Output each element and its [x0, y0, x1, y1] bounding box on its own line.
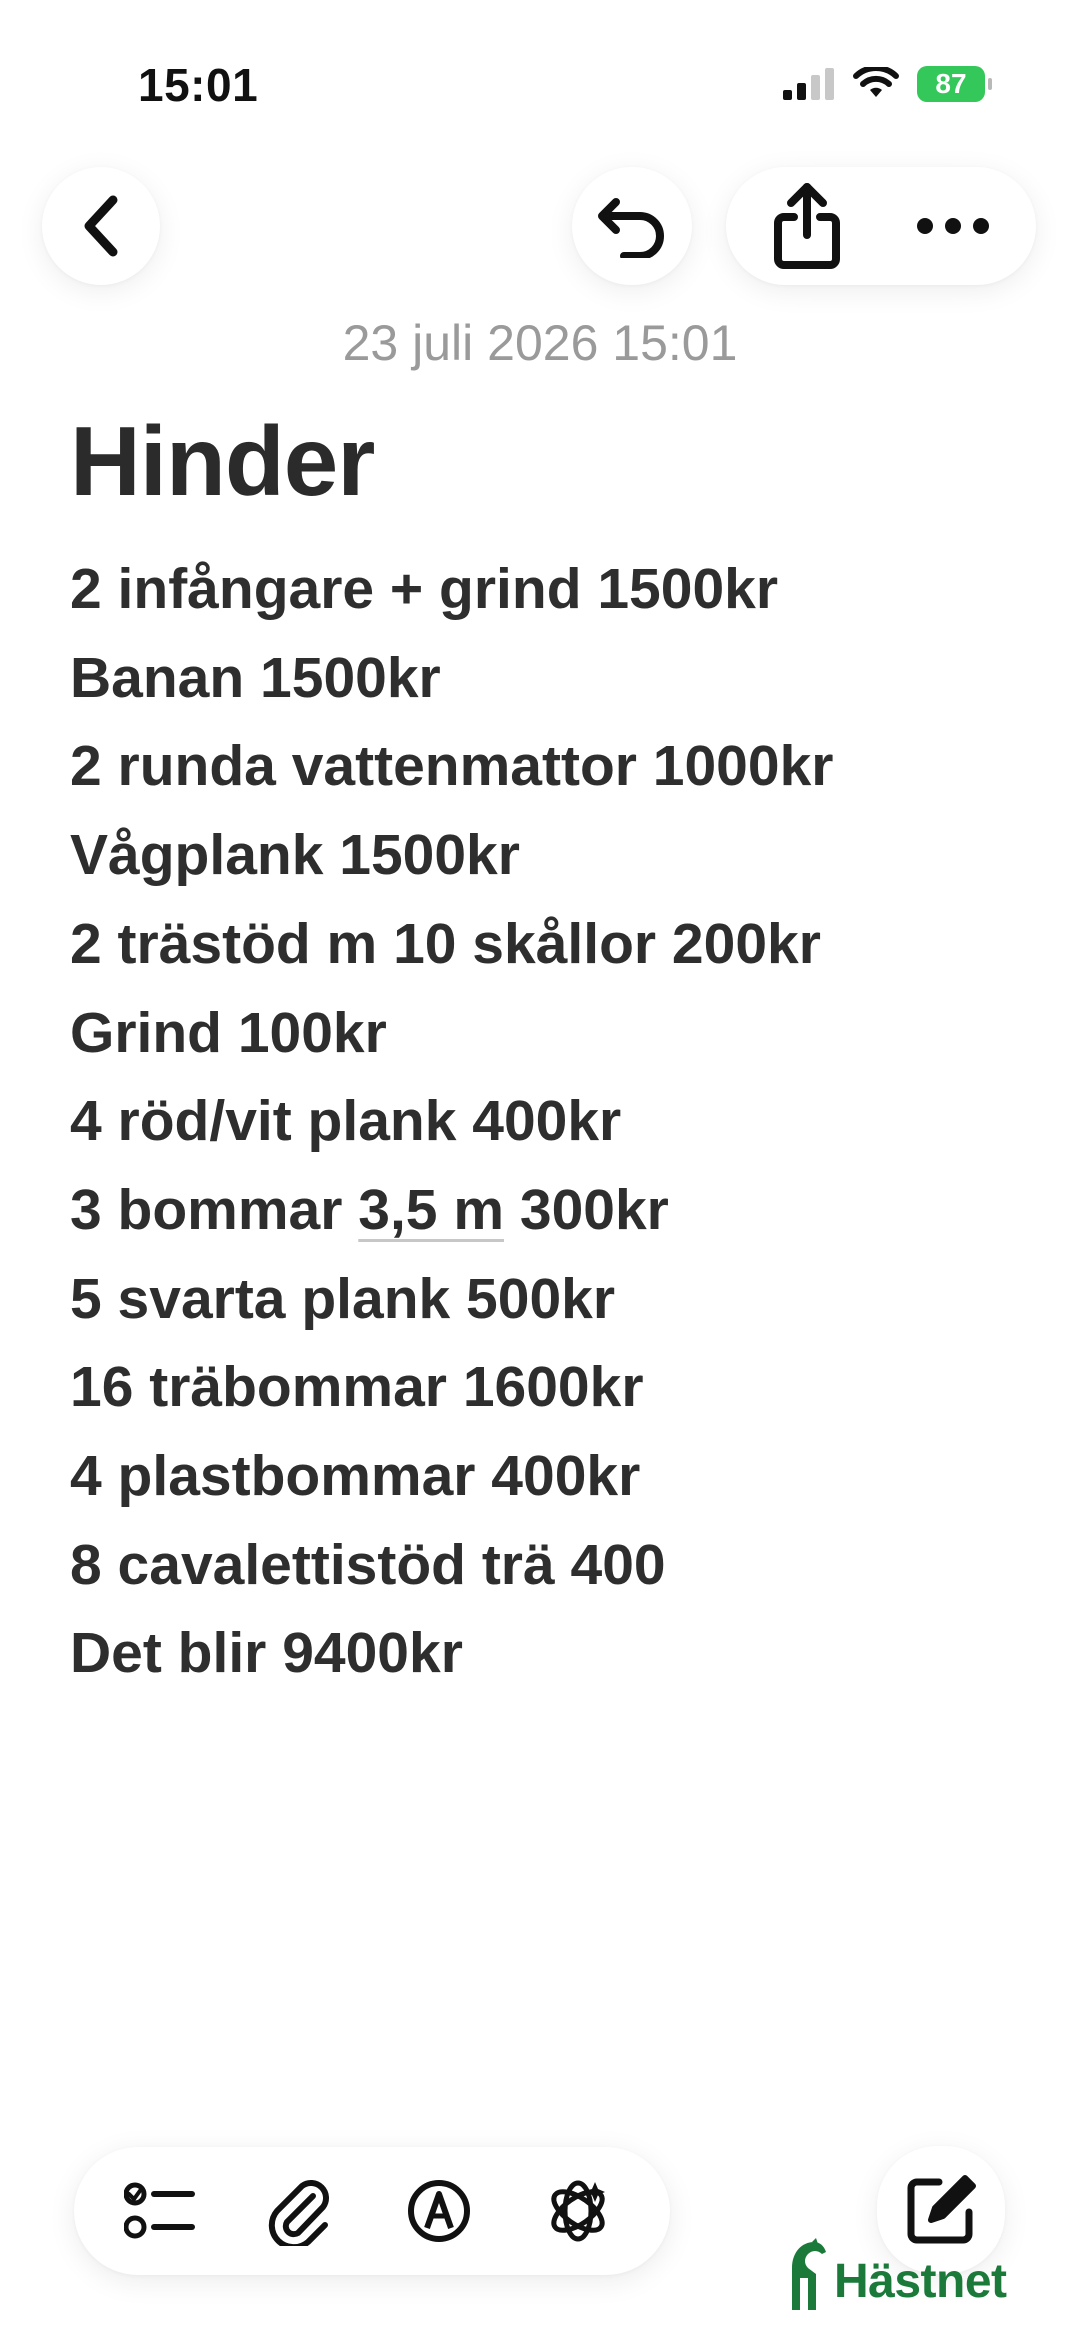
wifi-icon — [853, 67, 899, 101]
note-title[interactable]: Hinder — [70, 406, 375, 516]
markup-pen-icon — [406, 2178, 472, 2244]
watermark-text: Hästnet — [834, 2255, 1007, 2308]
note-actions-group — [726, 167, 1036, 285]
note-line[interactable]: 16 träbommar 1600kr — [70, 1355, 644, 1420]
attachment-button[interactable] — [251, 2163, 347, 2259]
note-line[interactable]: Det blir 9400kr — [70, 1621, 463, 1686]
apple-intelligence-icon — [543, 2176, 613, 2246]
checklist-icon — [124, 2179, 196, 2243]
more-button[interactable] — [908, 176, 998, 276]
more-icon — [915, 216, 991, 236]
note-line[interactable]: 4 röd/vit plank 400kr — [70, 1089, 622, 1154]
undo-button[interactable] — [572, 167, 692, 285]
note-line-text: 300kr — [504, 1177, 669, 1242]
status-bar — [0, 0, 1080, 130]
back-button[interactable] — [42, 167, 160, 285]
undo-icon — [594, 194, 670, 258]
note-line[interactable]: 8 cavalettistöd trä 400 — [70, 1532, 666, 1597]
note-line[interactable]: Banan 1500kr — [70, 645, 441, 710]
hastnet-watermark — [786, 2238, 1046, 2318]
note-line[interactable]: 4 plastbommar 400kr — [70, 1444, 641, 1509]
horse-head-logo — [786, 2238, 830, 2312]
note-line[interactable] — [70, 1166, 833, 1255]
note-line[interactable]: 2 trästöd m 10 skållor 200kr — [70, 911, 821, 976]
note-line[interactable]: 5 svarta plank 500kr — [70, 1266, 616, 1331]
chevron-left-icon — [79, 194, 123, 258]
writing-tools-button[interactable] — [530, 2163, 626, 2259]
battery-level: 87 — [935, 68, 967, 99]
note-date: 23 juli 2026 15:01 — [342, 315, 738, 371]
detected-measurement-link[interactable]: 3,5 m — [358, 1177, 505, 1242]
note-line[interactable]: 2 infångare + grind 1500kr — [70, 557, 779, 621]
share-icon — [772, 181, 842, 271]
note-line-text: 3 bommar — [70, 1177, 359, 1242]
bottom-toolbar — [74, 2147, 670, 2275]
checklist-button[interactable] — [112, 2163, 208, 2259]
note-body[interactable] — [70, 545, 833, 1698]
paperclip-icon — [267, 2176, 331, 2246]
status-icons — [783, 66, 985, 102]
note-line[interactable]: Grind 100kr — [70, 1000, 387, 1065]
note-line[interactable]: Vågplank 1500kr — [70, 823, 520, 888]
markup-button[interactable] — [391, 2163, 487, 2259]
note-line[interactable]: 2 runda vattenmattor 1000kr — [70, 734, 834, 799]
share-button[interactable] — [762, 176, 852, 276]
battery-charging-icon — [917, 66, 985, 102]
status-time: 15:01 — [138, 59, 259, 111]
cellular-signal-icon — [783, 68, 835, 100]
compose-icon — [903, 2172, 979, 2248]
